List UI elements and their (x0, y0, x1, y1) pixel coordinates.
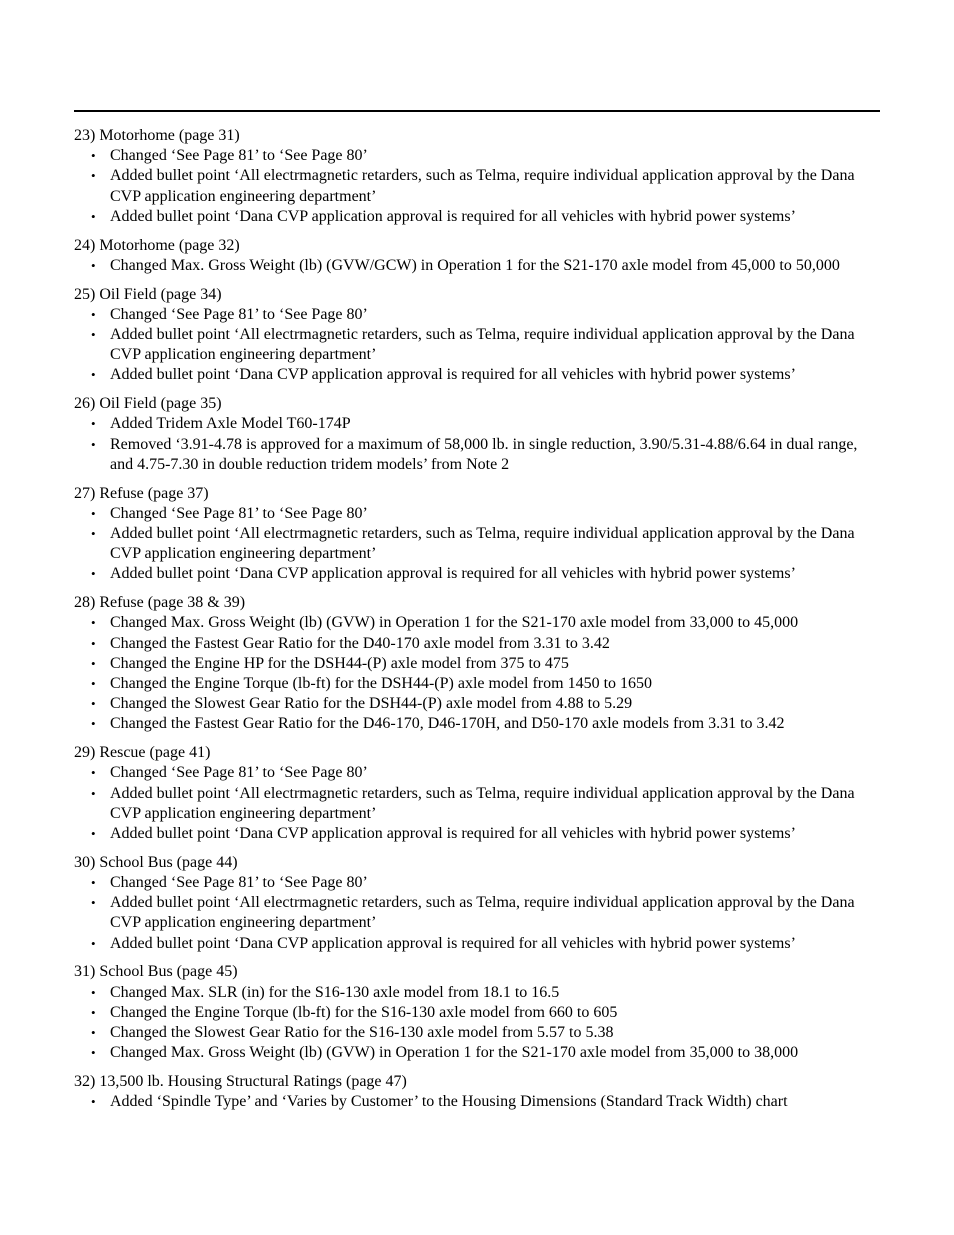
change-list (74, 414, 880, 475)
list-item-text: Added bullet point ‘Dana CVP application approval is required for all vehicles with hybrid power systems’ (110, 934, 796, 952)
bullet-icon: • (91, 696, 96, 712)
header-rule (74, 110, 880, 112)
list-item (74, 654, 880, 674)
list-item (74, 634, 880, 654)
list-item-text: Added bullet point ‘All electrmagnetic retarders, such as Telma, require individual application approval by the Dana CVP application engineering department’ (110, 784, 855, 822)
list-item (74, 1092, 880, 1112)
change-section (74, 743, 880, 844)
list-item-text: Added ‘Spindle Type’ and ‘Varies by Customer’ to the Housing Dimensions (Standard Track Width) chart (110, 1093, 788, 1111)
list-item (74, 694, 880, 714)
change-section (74, 593, 880, 734)
bullet-icon: • (91, 367, 96, 383)
list-item (74, 763, 880, 783)
list-item (74, 714, 880, 734)
list-item-text: Changed the Fastest Gear Ratio for the D46-170, D46-170H, and D50-170 axle models from 3.31 to 3.42 (110, 715, 785, 733)
list-item (74, 824, 880, 844)
bullet-icon: • (91, 1045, 96, 1061)
list-item (74, 674, 880, 694)
section-heading: 25) Oil Field (page 34) (74, 285, 222, 303)
list-item-text: Added bullet point ‘Dana CVP application approval is required for all vehicles with hybrid power systems’ (110, 366, 796, 384)
list-item-text: Added bullet point ‘All electrmagnetic retarders, such as Telma, require individual application approval by the Dana CVP application engineering department’ (110, 167, 855, 205)
change-section (74, 394, 880, 475)
bullet-icon: • (91, 1004, 96, 1020)
change-section (74, 853, 880, 954)
list-item (74, 613, 880, 633)
change-section (74, 285, 880, 386)
list-item-text: Added bullet point ‘All electrmagnetic retarders, such as Telma, require individual application approval by the Dana CVP application engineering department’ (110, 525, 855, 563)
list-item-text: Added Tridem Axle Model T60-174P (110, 415, 351, 433)
bullet-icon: • (91, 505, 96, 521)
list-item-text: Changed Max. Gross Weight (lb) (GVW/GCW) in Operation 1 for the S21-170 axle model from 45,000 to 50,000 (110, 256, 840, 274)
change-list (74, 504, 880, 585)
list-item (74, 873, 880, 893)
list-item (74, 207, 880, 227)
section-heading: 26) Oil Field (page 35) (74, 395, 222, 413)
bullet-icon: • (91, 635, 96, 651)
change-list (74, 983, 880, 1064)
list-item-text: Changed the Fastest Gear Ratio for the D40-170 axle model from 3.31 to 3.42 (110, 634, 610, 652)
change-section (74, 236, 880, 276)
list-item (74, 256, 880, 276)
bullet-icon: • (91, 526, 96, 542)
bullet-icon: • (91, 984, 96, 1000)
list-item-text: Changed ‘See Page 81’ to ‘See Page 80’ (110, 764, 368, 782)
bullet-icon: • (91, 895, 96, 911)
bullet-icon: • (91, 615, 96, 631)
bullet-icon: • (91, 257, 96, 273)
list-item-text: Added bullet point ‘Dana CVP application approval is required for all vehicles with hybrid power systems’ (110, 207, 796, 225)
list-item-text: Changed ‘See Page 81’ to ‘See Page 80’ (110, 147, 368, 165)
list-item-text: Changed the Slowest Gear Ratio for the S16-130 axle model from 5.57 to 5.38 (110, 1024, 614, 1042)
change-section (74, 1072, 880, 1112)
bullet-icon: • (91, 1094, 96, 1110)
bullet-icon: • (91, 676, 96, 692)
list-item (74, 1023, 880, 1043)
list-item (74, 305, 880, 325)
list-item (74, 1003, 880, 1023)
list-item (74, 365, 880, 385)
change-list (74, 1092, 880, 1112)
list-item (74, 166, 880, 206)
list-item-text: Added bullet point ‘Dana CVP application approval is required for all vehicles with hybrid power systems’ (110, 565, 796, 583)
change-list (74, 305, 880, 386)
list-item (74, 564, 880, 584)
list-item (74, 983, 880, 1003)
section-heading: 31) School Bus (page 45) (74, 963, 238, 981)
list-item-text: Added bullet point ‘Dana CVP application approval is required for all vehicles with hybrid power systems’ (110, 825, 796, 843)
list-item-text: Changed ‘See Page 81’ to ‘See Page 80’ (110, 305, 368, 323)
list-item-text: Changed Max. Gross Weight (lb) (GVW) in Operation 1 for the S21-170 axle model from 35,000 to 38,000 (110, 1044, 799, 1062)
section-heading: 28) Refuse (page 38 & 39) (74, 594, 246, 612)
bullet-icon: • (91, 655, 96, 671)
list-item-text: Changed ‘See Page 81’ to ‘See Page 80’ (110, 874, 368, 892)
change-list (74, 873, 880, 954)
list-item-text: Removed ‘3.91-4.78 is approved for a maximum of 58,000 lb. in single reduction, 3.90/5.31-4.88/6.64 in dual range, and 4.75-7.30 in double reduction tridem models’ from Note 2 (110, 435, 858, 473)
list-item-text: Changed Max. Gross Weight (lb) (GVW) in Operation 1 for the S21-170 axle model from 33,000 to 45,000 (110, 614, 799, 632)
list-item-text: Changed the Slowest Gear Ratio for the DSH44-(P) axle model from 4.88 to 5.29 (110, 695, 633, 713)
bullet-icon: • (91, 566, 96, 582)
list-item (74, 325, 880, 365)
bullet-icon: • (91, 416, 96, 432)
change-list (74, 763, 880, 844)
bullet-icon: • (91, 168, 96, 184)
section-heading: 32) 13,500 lb. Housing Structural Ratings (page 47) (74, 1073, 407, 1091)
list-item-text: Changed the Engine Torque (lb-ft) for the DSH44-(P) axle model from 1450 to 1650 (110, 675, 653, 693)
list-item-text: Changed ‘See Page 81’ to ‘See Page 80’ (110, 504, 368, 522)
change-list (74, 613, 880, 734)
bullet-icon: • (91, 716, 96, 732)
list-item (74, 784, 880, 824)
bullet-icon: • (91, 765, 96, 781)
list-item (74, 504, 880, 524)
bullet-icon: • (91, 875, 96, 891)
change-log (74, 126, 880, 1121)
bullet-icon: • (91, 826, 96, 842)
list-item (74, 524, 880, 564)
list-item-text: Changed Max. SLR (in) for the S16-130 axle model from 18.1 to 16.5 (110, 983, 560, 1001)
bullet-icon: • (91, 327, 96, 343)
list-item (74, 893, 880, 933)
list-item-text: Changed the Engine Torque (lb-ft) for the S16-130 axle model from 660 to 605 (110, 1003, 618, 1021)
list-item-text: Added bullet point ‘All electrmagnetic retarders, such as Telma, require individual application approval by the Dana CVP application engineering department’ (110, 326, 855, 364)
section-heading: 30) School Bus (page 44) (74, 853, 238, 871)
list-item-text: Changed the Engine HP for the DSH44-(P) axle model from 375 to 475 (110, 654, 569, 672)
list-item (74, 1043, 880, 1063)
list-item-text: Added bullet point ‘All electrmagnetic retarders, such as Telma, require individual application approval by the Dana CVP application engineering department’ (110, 894, 855, 932)
bullet-icon: • (91, 785, 96, 801)
section-heading: 29) Rescue (page 41) (74, 744, 211, 762)
list-item (74, 146, 880, 166)
list-item (74, 934, 880, 954)
bullet-icon: • (91, 306, 96, 322)
change-list (74, 256, 880, 276)
bullet-icon: • (91, 1025, 96, 1041)
list-item (74, 435, 880, 475)
list-item (74, 414, 880, 434)
change-section (74, 126, 880, 227)
change-section (74, 962, 880, 1063)
change-list (74, 146, 880, 227)
section-heading: 23) Motorhome (page 31) (74, 127, 240, 144)
bullet-icon: • (91, 208, 96, 224)
bullet-icon: • (91, 436, 96, 452)
change-section (74, 484, 880, 585)
section-heading: 24) Motorhome (page 32) (74, 236, 240, 254)
section-heading: 27) Refuse (page 37) (74, 484, 209, 502)
bullet-icon: • (91, 935, 96, 951)
bullet-icon: • (91, 148, 96, 164)
